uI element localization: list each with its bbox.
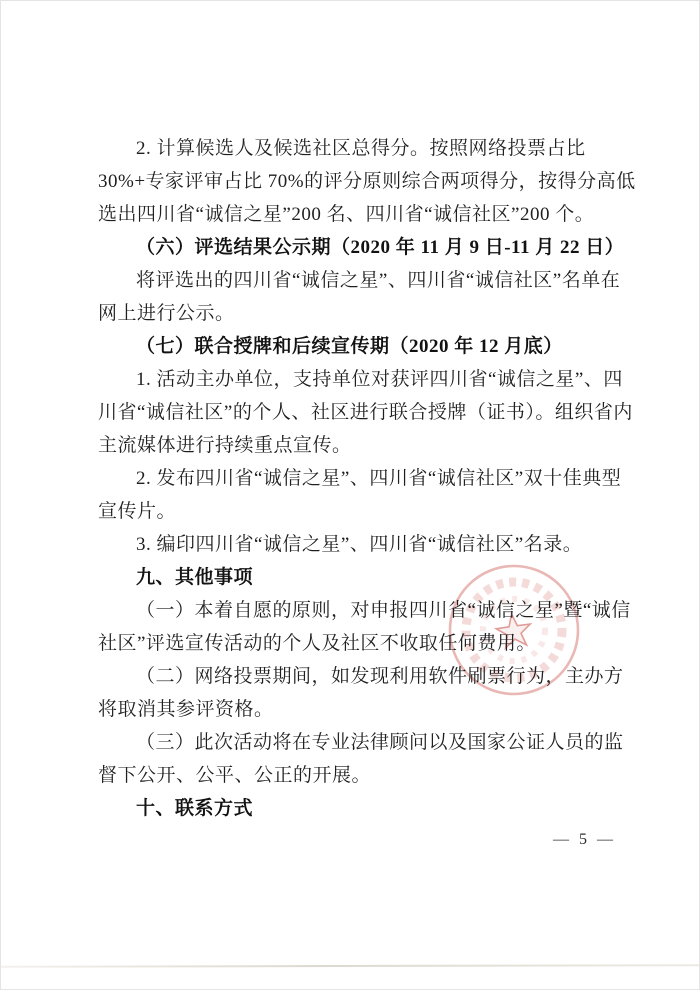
text-line: （三）此次活动将在专业法律顾问以及国家公证人员的监 (136, 732, 624, 753)
text-line: 将取消其参评资格。 (98, 699, 274, 720)
text-line: 督下公开、公平、公正的开展。 (98, 765, 372, 786)
text-line: （一）本着自愿的原则，对申报四川省“诚信之星”暨“诚信 (136, 600, 631, 621)
section-heading: 十、联系方式 (136, 798, 254, 819)
text-line: 宣传片。 (98, 501, 177, 522)
text-line: 网上进行公示。 (98, 303, 235, 324)
page-number: — 5 — (553, 831, 616, 848)
section-heading: （七）联合授牌和后续宣传期（2020 年 12 月底） (136, 336, 563, 357)
text-line: 1. 活动主办单位，支持单位对获评四川省“诚信之星”、四 (136, 369, 623, 390)
section-heading: （六）评选结果公示期（2020 年 11 月 9 日-11 月 22 日） (136, 237, 625, 258)
text-line: 川省“诚信社区”的个人、社区进行联合授牌（证书）。组织省内 (98, 402, 633, 423)
text-line: 2. 发布四川省“诚信之星”、四川省“诚信社区”双十佳典型 (136, 468, 622, 489)
text-line: （二）网络投票期间，如发现利用软件刷票行为，主办方 (136, 666, 624, 687)
text-line: 主流媒体进行持续重点宣传。 (98, 435, 352, 456)
text-line: 选出四川省“诚信之星”200 名、四川省“诚信社区”200 个。 (98, 204, 595, 225)
text-line: 将评选出的四川省“诚信之星”、四川省“诚信社区”名单在 (136, 270, 621, 291)
text-line: 30%+专家评审占比 70%的评分原则综合两项得分，按得分高低 (98, 171, 636, 192)
section-heading: 九、其他事项 (136, 567, 254, 588)
text-line: 2. 计算候选人及候选社区总得分。按照网络投票占比 (136, 138, 586, 159)
text-line: 3. 编印四川省“诚信之星”、四川省“诚信社区”名录。 (136, 534, 583, 555)
text-line: 社区”评选宣传活动的个人及社区不收取任何费用。 (98, 633, 536, 654)
document-body (98, 132, 636, 825)
scan-edge-line (1, 964, 700, 967)
